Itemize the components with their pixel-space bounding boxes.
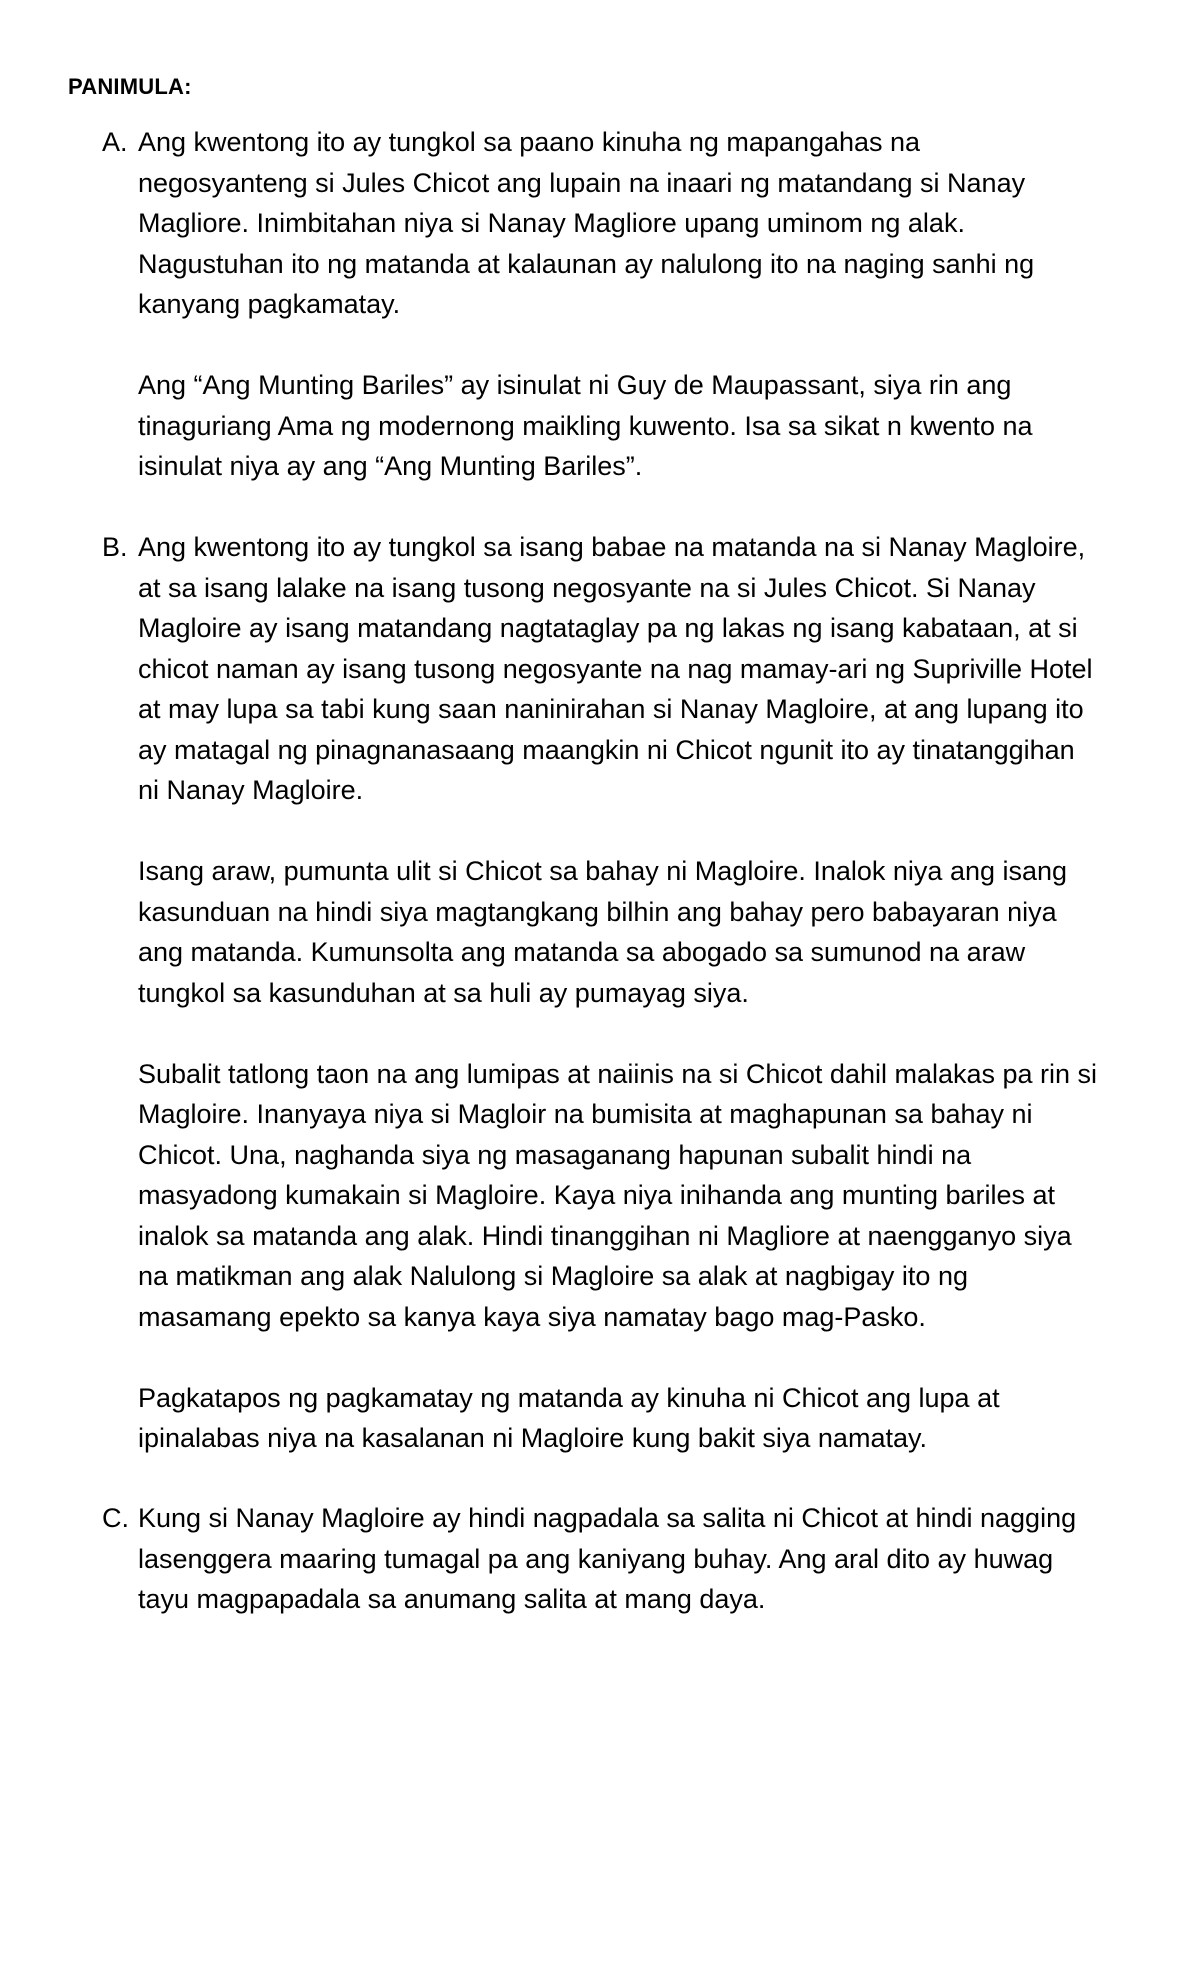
text-line: inalok sa matanda ang alak. Hindi tinanggihan ni Magliore at naengganyo siya	[138, 1220, 1072, 1251]
section-a-marker: A.	[102, 127, 128, 157]
section-b-paragraph-2	[138, 851, 1138, 1013]
text-line: ipinalabas niya na kasalanan ni Magloire kung bakit siya namatay.	[138, 1423, 927, 1453]
text-line: tinaguriang Ama ng modernong maikling kuwento. Isa sa sikat n kwento na	[138, 410, 1033, 441]
section-c-marker: C.	[102, 1503, 129, 1533]
text-line: ang matanda. Kumunsolta ang matanda sa abogado sa sumunod na araw	[138, 937, 1026, 967]
text-line: tayu magpapadala sa anumang salita at mang daya.	[138, 1584, 766, 1614]
section-b-paragraph-1	[138, 527, 1138, 811]
page-heading: PANIMULA:	[68, 74, 192, 99]
text-line: Pagkatapos ng pagkamatay ng matanda ay kinuha ni Chicot ang lupa at	[138, 1382, 1000, 1413]
text-line: kasunduan na hindi siya magtangkang bilhin ang bahay pero babayaran niya	[138, 896, 1057, 927]
text-line: Magliore. Inimbitahan niya si Nanay Magliore upang uminom ng alak.	[138, 208, 965, 238]
section-a-body	[138, 122, 1138, 487]
text-line: Ang “Ang Munting Bariles” ay isinulat ni Guy de Maupassant, siya rin ang	[138, 370, 1012, 400]
text-line: Isang araw, pumunta ulit si Chicot sa bahay ni Magloire. Inalok niya ang isang	[138, 856, 1068, 886]
text-line: Chicot. Una, naghanda siya ng masaganang hapunan subalit hindi na	[138, 1139, 972, 1170]
text-line: isinulat niya ay ang “Ang Munting Bariles”.	[138, 451, 643, 481]
text-line: masyadong kumakain si Magloire. Kaya niya inihanda ang munting bariles at	[138, 1180, 1056, 1210]
section-a-paragraph-2	[138, 365, 1138, 487]
text-line: Kung si Nanay Magloire ay hindi nagpadala sa salita ni Chicot at hindi nagging	[138, 1503, 1077, 1533]
section-b-paragraph-4	[138, 1378, 1138, 1459]
text-line: masamang epekto sa kanya kaya siya namatay bago mag-Pasko.	[138, 1301, 926, 1332]
text-line: Magloire ay isang matandang nagtataglay pa ng lakas ng isang kabataan, at si	[138, 613, 1078, 643]
text-line: Magloire. Inanyaya niya si Magloir na bumisita at maghapunan sa bahay ni	[138, 1099, 1033, 1129]
section-b-paragraph-3	[138, 1054, 1138, 1338]
text-line: ay matagal ng pinagnanasaang maangkin ni Chicot ngunit ito ay tinatanggihan	[138, 734, 1075, 765]
text-line: Ang kwentong ito ay tungkol sa isang babae na matanda na si Nanay Magloire,	[138, 532, 1086, 562]
text-line: lasenggera maaring tumagal pa ang kaniyang buhay. Ang aral dito ay huwag	[138, 1543, 1054, 1574]
text-line: Ang kwentong ito ay tungkol sa paano kinuha ng mapangahas na	[138, 127, 921, 157]
text-line: tungkol sa kasunduhan at sa huli ay pumayag siya.	[138, 977, 749, 1008]
text-line: negosyanteng si Jules Chicot ang lupain na inaari ng matandang si Nanay	[138, 167, 1026, 198]
text-line: ni Nanay Magloire.	[138, 775, 364, 805]
section-c-body	[138, 1498, 1138, 1620]
section-a-paragraph-1	[138, 122, 1138, 325]
text-line: Nagustuhan ito ng matanda at kalaunan ay nalulong ito na naging sanhi ng	[138, 248, 1035, 279]
text-line: na matikman ang alak Nalulong si Magloire sa alak at nagbigay ito ng	[138, 1261, 968, 1291]
text-line: at may lupa sa tabi kung saan naninirahan si Nanay Magloire, at ang lupang ito	[138, 694, 1084, 724]
text-line: kanyang pagkamatay.	[138, 289, 401, 319]
section-b-marker: B.	[102, 532, 128, 562]
text-line: at sa isang lalake na isang tusong negosyante na si Jules Chicot. Si Nanay	[138, 572, 1036, 603]
section-c-paragraph-1	[138, 1498, 1138, 1620]
section-b-body	[138, 527, 1138, 1459]
text-line: chicot naman ay isang tusong negosyante na nag mamay-ari ng Supriville Hotel	[138, 653, 1093, 684]
text-line: Subalit tatlong taon na ang lumipas at naiinis na si Chicot dahil malakas pa rin si	[138, 1058, 1098, 1089]
